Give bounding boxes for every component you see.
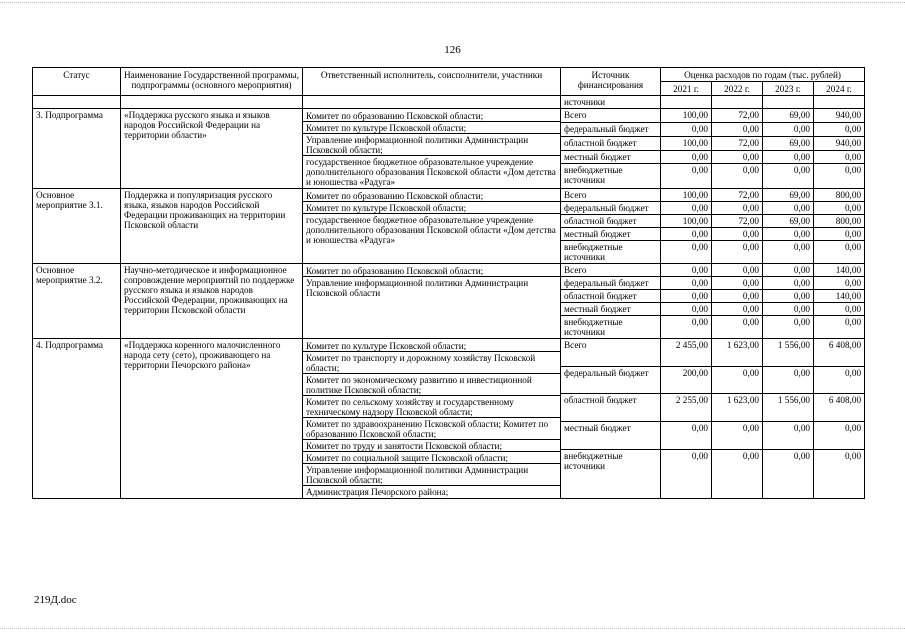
amount-cell: 0,00 (814, 449, 865, 498)
amount-cell: 800,00 (814, 215, 865, 228)
amount-cell: 0,00 (661, 264, 712, 277)
amount-cell: 0,00 (763, 241, 814, 264)
source-cell: федеральный бюджет (561, 366, 661, 394)
amount-cell: 0,00 (712, 228, 763, 241)
amount-cell: 1 623,00 (712, 339, 763, 367)
header-funding-source: Источник финансирования (561, 68, 661, 96)
continuation-row (33, 96, 865, 109)
source-cell: федеральный бюджет (561, 277, 661, 290)
source-cell: Всего (561, 339, 661, 367)
amount-cell: 0,00 (712, 277, 763, 290)
table-row (33, 264, 865, 277)
source-cell: Всего (561, 264, 661, 277)
amount-cell: 69,00 (763, 136, 814, 150)
amount-cell: 0,00 (661, 122, 712, 136)
page-number: 126 (444, 44, 461, 56)
amount-cell: 0,00 (814, 122, 865, 136)
amount-cell: 0,00 (814, 422, 865, 450)
executor-item: Администрация Печорского района; (303, 485, 560, 497)
status-cell: Основное мероприятие 3.2. (33, 264, 121, 339)
header-program-name: Наименование Государственной программы, подпрограммы (основного мероприятия) (121, 68, 303, 96)
amount-cell: 0,00 (763, 122, 814, 136)
amount-cell: 0,00 (712, 449, 763, 498)
amount-cell: 1 623,00 (712, 394, 763, 422)
source-cell: местный бюджет (561, 228, 661, 241)
amount-cell: 0,00 (763, 202, 814, 215)
amount-cell: 940,00 (814, 136, 865, 150)
amount-cell: 0,00 (712, 422, 763, 450)
amount-cell: 69,00 (763, 215, 814, 228)
amount-cell: 0,00 (763, 303, 814, 316)
status-cell: Основное мероприятие 3.1. (33, 189, 121, 264)
table-row (33, 189, 865, 202)
header-year: 2023 г. (763, 82, 814, 96)
executor-item: Комитет по культуре Псковской области; (303, 121, 560, 133)
amount-cell: 0,00 (814, 277, 865, 290)
executor-cell (303, 264, 561, 339)
executor-item: Комитет по культуре Псковской области; (303, 201, 560, 213)
executor-item: Комитет по здравоохранению Псковской области; Комитет по образованию Псковской области; (303, 417, 560, 439)
source-cell: федеральный бюджет (561, 122, 661, 136)
executor-item: Управление информационной политики Администрации Псковской области; (303, 463, 560, 485)
status-cell: 4. Подпрограмма (33, 339, 121, 499)
executor-item: Комитет по образованию Псковской области; (306, 266, 484, 276)
source-cell: областной бюджет (561, 136, 661, 150)
amount-cell: 0,00 (712, 303, 763, 316)
amount-cell: 2 455,00 (661, 339, 712, 367)
amount-cell: 6 408,00 (814, 394, 865, 422)
amount-cell: 0,00 (814, 241, 865, 264)
amount-cell: 0,00 (661, 290, 712, 303)
source-cell: местный бюджет (561, 150, 661, 164)
source-cell: областной бюджет (561, 290, 661, 303)
executor-cell (303, 109, 561, 189)
amount-cell: 0,00 (814, 228, 865, 241)
source-cell: областной бюджет (561, 394, 661, 422)
amount-cell: 1 556,00 (763, 394, 814, 422)
executor-item: Комитет по сельскому хозяйству и государственному техническому надзору Псковской области; (303, 395, 560, 417)
amount-cell: 0,00 (661, 228, 712, 241)
amount-cell: 0,00 (661, 316, 712, 339)
table-row (33, 339, 865, 367)
program-name-cell: Поддержка и популяризация русского языка, языков народов Российской Федерации проживающих на территории Псковской области (121, 189, 303, 264)
amount-cell: 0,00 (763, 150, 814, 164)
executor-item: Управление информационной политики Администрации Псковской области (303, 276, 560, 298)
source-cell: внебюджетные источники (561, 241, 661, 264)
amount-cell: 0,00 (712, 202, 763, 215)
executor-item: Комитет по культуре Псковской области; (306, 341, 467, 351)
amount-cell: 0,00 (763, 290, 814, 303)
amount-cell: 0,00 (763, 366, 814, 394)
amount-cell: 140,00 (814, 290, 865, 303)
executor-item: государственное бюджетное образовательное учреждение дополнительного образования Псковской области «Дом детства и юношества «Радуга» (303, 155, 560, 187)
amount-cell: 0,00 (814, 316, 865, 339)
amount-cell: 2 255,00 (661, 394, 712, 422)
amount-cell: 0,00 (814, 202, 865, 215)
budget-table (32, 67, 865, 499)
header-status: Статус (33, 68, 121, 96)
amount-cell: 0,00 (712, 290, 763, 303)
header-year: 2021 г. (661, 82, 712, 96)
header-estimate: Оценка расходов по годам (тыс. рублей) (661, 68, 865, 82)
amount-cell: 69,00 (763, 189, 814, 202)
amount-cell: 0,00 (763, 422, 814, 450)
amount-cell: 0,00 (712, 241, 763, 264)
amount-cell: 100,00 (661, 189, 712, 202)
amount-cell: 0,00 (814, 303, 865, 316)
amount-cell: 0,00 (661, 202, 712, 215)
scan-edge-top (0, 2, 905, 4)
amount-cell: 0,00 (661, 241, 712, 264)
program-name-cell: Научно-методическое и информационное сопровождение мероприятий по поддержке русского языка и языков народов Российской Федерации, проживающих на территории Псковской области (121, 264, 303, 339)
source-cell: внебюджетные источники (561, 449, 661, 498)
amount-cell: 0,00 (661, 277, 712, 290)
amount-cell: 72,00 (712, 189, 763, 202)
executor-item: Комитет по образованию Псковской области; (306, 111, 484, 121)
amount-cell: 940,00 (814, 109, 865, 123)
amount-cell: 0,00 (712, 164, 763, 189)
amount-cell: 0,00 (712, 366, 763, 394)
amount-cell: 0,00 (763, 277, 814, 290)
amount-cell: 200,00 (661, 366, 712, 394)
table-row (33, 109, 865, 123)
amount-cell: 1 556,00 (763, 339, 814, 367)
source-cell: федеральный бюджет (561, 202, 661, 215)
executor-cell (303, 189, 561, 264)
amount-cell: 0,00 (661, 422, 712, 450)
source-cell: источники (561, 96, 661, 109)
amount-cell: 72,00 (712, 215, 763, 228)
source-cell: областной бюджет (561, 215, 661, 228)
file-name: 219Д.doc (34, 594, 77, 606)
executor-item: Комитет по социальной защите Псковской области; (303, 451, 560, 463)
header-year: 2024 г. (814, 82, 865, 96)
amount-cell: 72,00 (712, 109, 763, 123)
program-name-cell: «Поддержка коренного малочисленного народа сету (сето), проживающего на территории Печорского района» (121, 339, 303, 499)
amount-cell: 0,00 (661, 150, 712, 164)
executor-item: Управление информационной политики Администрации Псковской области; (303, 133, 560, 155)
amount-cell: 100,00 (661, 109, 712, 123)
amount-cell: 0,00 (661, 164, 712, 189)
amount-cell: 0,00 (661, 449, 712, 498)
program-name-cell: «Поддержка русского языка и языков народов Российской Федерации на территории области» (121, 109, 303, 189)
amount-cell: 69,00 (763, 109, 814, 123)
source-cell: внебюджетные источники (561, 164, 661, 189)
amount-cell: 0,00 (814, 164, 865, 189)
executor-cell (303, 339, 561, 499)
header-year: 2022 г. (712, 82, 763, 96)
amount-cell: 0,00 (712, 264, 763, 277)
amount-cell: 0,00 (763, 316, 814, 339)
amount-cell: 0,00 (712, 316, 763, 339)
amount-cell: 0,00 (763, 264, 814, 277)
amount-cell: 140,00 (814, 264, 865, 277)
executor-item: Комитет по транспорту и дорожному хозяйству Псковской области; (303, 351, 560, 373)
source-cell: местный бюджет (561, 303, 661, 316)
source-cell: местный бюджет (561, 422, 661, 450)
source-cell: внебюджетные источники (561, 316, 661, 339)
amount-cell: 72,00 (712, 136, 763, 150)
executor-item: Комитет по экономическому развитию и инвестиционной политике Псковской области; (303, 373, 560, 395)
amount-cell: 0,00 (661, 303, 712, 316)
amount-cell: 6 408,00 (814, 339, 865, 367)
scan-edge-bottom (0, 628, 905, 630)
source-cell: Всего (561, 189, 661, 202)
amount-cell: 0,00 (712, 150, 763, 164)
amount-cell: 0,00 (712, 122, 763, 136)
amount-cell: 100,00 (661, 136, 712, 150)
amount-cell: 100,00 (661, 215, 712, 228)
status-cell: 3. Подпрограмма (33, 109, 121, 189)
amount-cell: 0,00 (763, 228, 814, 241)
executor-item: Комитет по труду и занятости Псковской области; (303, 439, 560, 451)
executor-item: Комитет по образованию Псковской области; (306, 191, 484, 201)
amount-cell: 800,00 (814, 189, 865, 202)
amount-cell: 0,00 (763, 164, 814, 189)
amount-cell: 0,00 (763, 449, 814, 498)
header-executor: Ответственный исполнитель, соисполнители, участники (303, 68, 561, 96)
executor-item: государственное бюджетное образовательное учреждение дополнительного образования Псковской области «Дом детства и юношества «Радуга» (303, 213, 560, 245)
amount-cell: 0,00 (814, 366, 865, 394)
amount-cell: 0,00 (814, 150, 865, 164)
source-cell: Всего (561, 109, 661, 123)
